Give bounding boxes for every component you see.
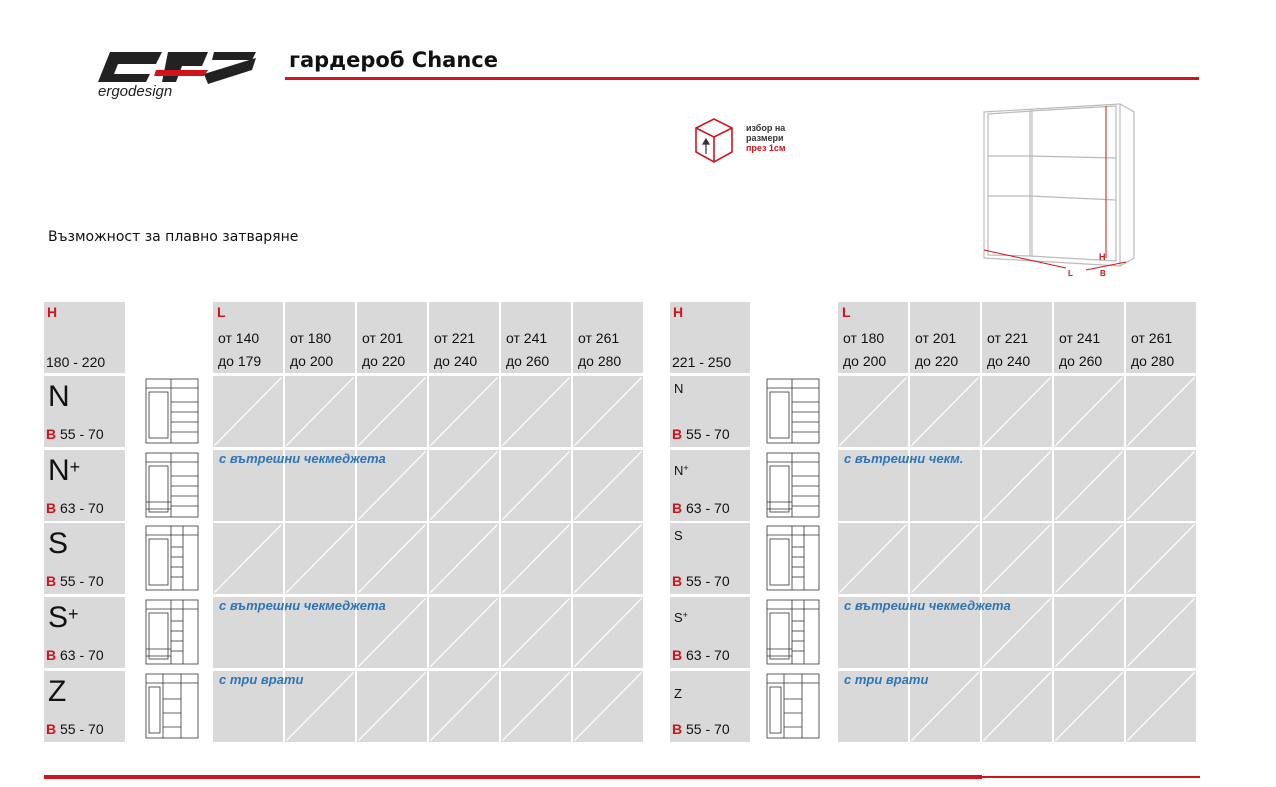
right_table-col-to-1: до 220 <box>915 353 959 369</box>
bottom-rule <box>44 775 982 779</box>
right_table-cell-4-4 <box>1126 671 1196 742</box>
right_table-cell-0-3 <box>1054 376 1124 447</box>
right_table-row-note-1: с вътрешни чекм. <box>844 451 964 466</box>
wardrobe-thumbnail-S+-left_table-3 <box>145 599 199 665</box>
left_table-cell-2-5 <box>573 523 643 594</box>
left_table-col-from-0: от 140 <box>218 330 260 346</box>
left_table-col-from-2: от 201 <box>362 330 404 346</box>
right_table-col-from-1: от 201 <box>915 330 957 346</box>
bottom-rule-thin <box>982 776 1200 778</box>
size-note-line3: през 1см <box>746 143 786 153</box>
depth-label: B <box>46 721 57 737</box>
right_table-cell-2-2 <box>982 523 1052 594</box>
right_table-row-depth-0: B 55 - 70 <box>672 426 730 442</box>
diagram-h-label: H <box>1099 252 1106 262</box>
right_table-cell-3-4 <box>1126 597 1196 668</box>
wardrobe-dimension-diagram <box>976 98 1146 280</box>
right_table-cell-0-0 <box>838 376 908 447</box>
left_table-col-from-4: от 241 <box>506 330 548 346</box>
right_table-h-range: 221 - 250 <box>672 354 732 370</box>
right_table-row-note-3: с вътрешни чекмеджета <box>844 598 1011 613</box>
left_table-h-range: 180 - 220 <box>46 354 106 370</box>
left_table-row-depth-4: B 55 - 70 <box>46 721 104 737</box>
wardrobe-thumbnail-N+-right_table-1 <box>766 452 820 518</box>
left_table-row-name-0: N <box>48 380 70 413</box>
left_table-col-from-3: от 221 <box>434 330 476 346</box>
left_table-cell-2-1 <box>285 523 355 594</box>
left_table-row-name-2: S <box>48 527 69 560</box>
row-name-sup: + <box>682 610 688 620</box>
right_table-row-name-4: Z <box>674 686 682 701</box>
left_table-cell-0-5 <box>573 376 643 447</box>
right_table-row-name-1: N+ <box>674 463 689 478</box>
left_table-l-label: L <box>217 304 226 320</box>
right_table-col-to-3: до 260 <box>1059 353 1103 369</box>
size-note <box>746 123 786 153</box>
depth-label: B <box>46 647 57 663</box>
wardrobe-thumbnail-Z-left_table-4 <box>145 673 199 739</box>
left_table-cell-1-4 <box>501 450 571 521</box>
left_table-cell-2-3 <box>429 523 499 594</box>
right_table-cell-4-3 <box>1054 671 1124 742</box>
right_table-cell-3-3 <box>1054 597 1124 668</box>
wardrobe-thumbnail-N-right_table-0 <box>766 378 820 444</box>
right_table-cell-1-2 <box>982 450 1052 521</box>
size-note-line1: избор на <box>746 123 786 133</box>
right_table-col-to-0: до 200 <box>843 353 887 369</box>
right_table-cell-2-3 <box>1054 523 1124 594</box>
wardrobe-thumbnail-S-left_table-2 <box>145 525 199 591</box>
left_table-row-note-3: с вътрешни чекмеджета <box>219 598 386 613</box>
right_table-cell-0-4 <box>1126 376 1196 447</box>
left_table-cell-2-0 <box>213 523 283 594</box>
right_table-cell-0-1 <box>910 376 980 447</box>
right_table-row-depth-2: B 55 - 70 <box>672 573 730 589</box>
right_table-col-from-4: от 261 <box>1131 330 1173 346</box>
row-name-sup: + <box>69 457 81 477</box>
left_table-col-from-1: от 180 <box>290 330 332 346</box>
left_table-cell-0-1 <box>285 376 355 447</box>
depth-label: B <box>672 500 683 516</box>
right_table-h-label: H <box>673 304 684 320</box>
wardrobe-thumbnail-N-left_table-0 <box>145 378 199 444</box>
diagram-l-label: L <box>1068 269 1073 278</box>
left_table-col-from-5: от 261 <box>578 330 620 346</box>
left_table-row-depth-3: B 63 - 70 <box>46 647 104 663</box>
right_table-col-from-0: от 180 <box>843 330 885 346</box>
right_table-col-to-2: до 240 <box>987 353 1031 369</box>
right_table-col-from-3: от 241 <box>1059 330 1101 346</box>
wardrobe-thumbnail-S-right_table-2 <box>766 525 820 591</box>
left_table-row-depth-1: B 63 - 70 <box>46 500 104 516</box>
left_table-cell-3-5 <box>573 597 643 668</box>
size-note-line2: размери <box>746 133 784 143</box>
right_table-cell-2-4 <box>1126 523 1196 594</box>
row-name-sup: + <box>68 604 79 624</box>
left_table-cell-2-2 <box>357 523 427 594</box>
left_table-cell-1-5 <box>573 450 643 521</box>
left_table-cell-1-3 <box>429 450 499 521</box>
right_table-row-name-0: N <box>674 381 684 396</box>
soft-close-note: Възможност за плавно затваряне <box>48 229 299 245</box>
right_table-cell-2-1 <box>910 523 980 594</box>
left_table-h-label: H <box>47 304 58 320</box>
depth-label: B <box>672 426 683 442</box>
page-title: гардероб Chance <box>289 48 498 72</box>
left_table-cell-4-4 <box>501 671 571 742</box>
left_table-cell-4-3 <box>429 671 499 742</box>
ergodesign-logo <box>96 44 262 100</box>
left_table-cell-0-0 <box>213 376 283 447</box>
depth-label: B <box>46 426 57 442</box>
left_table-row-depth-2: B 55 - 70 <box>46 573 104 589</box>
right_table-row-depth-4: B 55 - 70 <box>672 721 730 737</box>
left_table-row-note-4: с три врати <box>219 672 304 687</box>
right_table-row-depth-3: B 63 - 70 <box>672 647 730 663</box>
depth-label: B <box>672 647 683 663</box>
left_table-col-to-4: до 260 <box>506 353 550 369</box>
right_table-cell-4-2 <box>982 671 1052 742</box>
left_table-col-to-1: до 200 <box>290 353 334 369</box>
right_table-l-label: L <box>842 304 851 320</box>
left_table-row-note-1: с вътрешни чекмеджета <box>219 451 386 466</box>
depth-label: B <box>672 573 683 589</box>
left_table-cell-0-2 <box>357 376 427 447</box>
left_table-cell-0-4 <box>501 376 571 447</box>
right_table-col-from-2: от 221 <box>987 330 1029 346</box>
wardrobe-thumbnail-S+-right_table-3 <box>766 599 820 665</box>
left_table-cell-3-4 <box>501 597 571 668</box>
diagram-b-label: B <box>1100 269 1106 278</box>
left_table-row-depth-0: B 55 - 70 <box>46 426 104 442</box>
depth-label: B <box>46 573 57 589</box>
depth-label: B <box>46 500 57 516</box>
left_table-cell-4-2 <box>357 671 427 742</box>
depth-label: B <box>672 721 683 737</box>
left_table-cell-3-3 <box>429 597 499 668</box>
title-rule <box>285 77 1199 80</box>
right_table-row-note-4: с три врати <box>844 672 929 687</box>
right_table-col-to-4: до 280 <box>1131 353 1175 369</box>
left_table-cell-4-5 <box>573 671 643 742</box>
left_table-row-name-1: N+ <box>48 454 81 487</box>
row-name-sup: + <box>683 463 689 473</box>
right_table-row-depth-1: B 63 - 70 <box>672 500 730 516</box>
wardrobe-thumbnail-Z-right_table-4 <box>766 673 820 739</box>
left_table-row-name-3: S+ <box>48 601 79 634</box>
right_table-cell-0-2 <box>982 376 1052 447</box>
wardrobe-thumbnail-N+-left_table-1 <box>145 452 199 518</box>
left_table-col-to-2: до 220 <box>362 353 406 369</box>
right_table-cell-1-4 <box>1126 450 1196 521</box>
right_table-row-name-2: S <box>674 528 683 543</box>
right_table-cell-2-0 <box>838 523 908 594</box>
right_table-row-name-3: S+ <box>674 610 688 625</box>
left_table-col-to-5: до 280 <box>578 353 622 369</box>
left_table-col-to-3: до 240 <box>434 353 478 369</box>
left_table-cell-2-4 <box>501 523 571 594</box>
left_table-row-name-4: Z <box>48 675 67 708</box>
dimension-cube-icon <box>692 116 736 166</box>
left_table-col-to-0: до 179 <box>218 353 262 369</box>
logo-text: ergodesign <box>98 83 173 100</box>
right_table-cell-1-3 <box>1054 450 1124 521</box>
left_table-cell-0-3 <box>429 376 499 447</box>
